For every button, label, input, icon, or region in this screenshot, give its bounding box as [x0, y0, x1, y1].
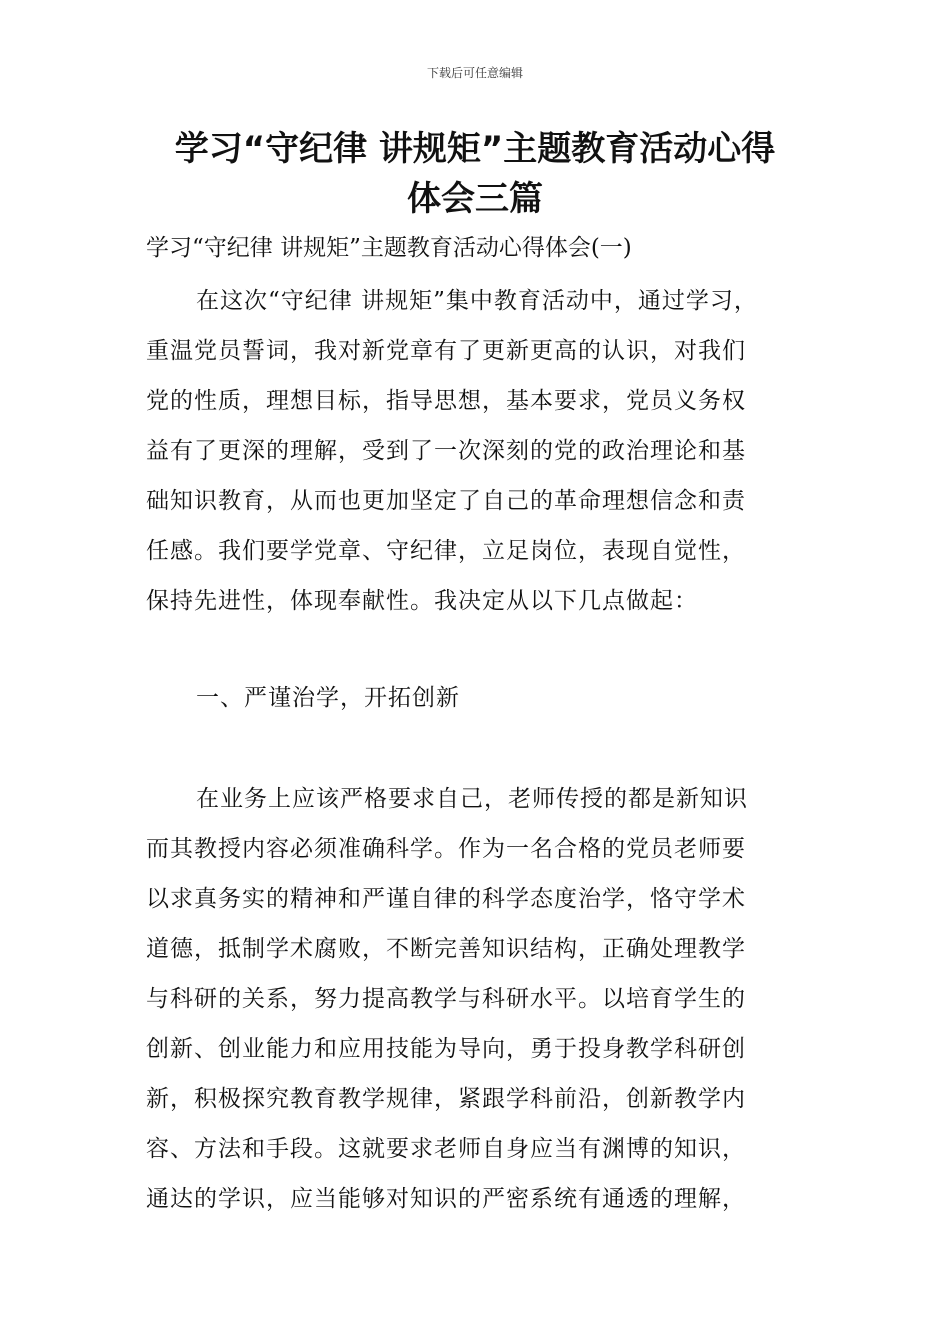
paragraph-line: 创新、创业能力和应用技能为导向，勇于投身教学科研创 [146, 1036, 746, 1062]
paragraph-line: 道德，抵制学术腐败，不断完善知识结构，正确处理教学 [146, 936, 746, 962]
paragraph-1 [146, 276, 826, 626]
paragraph-line: 益有了更深的理解，受到了一次深刻的党的政治理论和基 [146, 438, 746, 464]
paragraph-line: 以求真务实的精神和严谨自律的科学态度治学，恪守学术 [146, 886, 746, 912]
paragraph-line: 通达的学识，应当能够对知识的严密系统有通透的理解， [146, 1186, 746, 1212]
paragraph-2 [146, 774, 826, 1224]
paragraph-line: 容、方法和手段。这就要求老师自身应当有渊博的知识， [146, 1136, 746, 1162]
header-note: 下载后可任意编辑 [426, 66, 523, 80]
paragraph-line: 保持先进性，体现奉献性。我决定从以下几点做起： [146, 588, 698, 614]
paragraph-line: 任感。我们要学党章、守纪律，立足岗位，表现自觉性， [146, 538, 746, 564]
document-title-line-2: 体会三篇 [407, 179, 543, 219]
paragraph-line: 重温党员誓词，我对新党章有了更新更高的认识，对我们 [146, 338, 746, 364]
paragraph-line: 与科研的关系，努力提高教学与科研水平。以培育学生的 [146, 986, 746, 1012]
paragraph-line: 党的性质，理想目标，指导思想，基本要求，党员义务权 [146, 388, 746, 414]
document-title-line-1: 学习“守纪律 讲规矩”主题教育活动心得 [174, 129, 776, 169]
document-title [120, 124, 830, 224]
paragraph-line: 新，积极探究教育教学规律，紧跟学科前沿，创新教学内 [146, 1086, 746, 1112]
paragraph-line: 在这次“守纪律 讲规矩”集中教育活动中，通过学习， [196, 288, 758, 314]
paragraph-line: 而其教授内容必须准确科学。作为一名合格的党员老师要 [146, 836, 746, 862]
paragraph-line: 础知识教育，从而也更加坚定了自己的革命理想信念和责 [146, 488, 746, 514]
section-heading: 一、严谨治学，开拓创新 [196, 685, 460, 711]
paragraph-line: 在业务上应该严格要求自己，老师传授的都是新知识 [196, 786, 748, 812]
section-subtitle: 学习“守纪律 讲规矩”主题教育活动心得体会(一) [146, 235, 632, 261]
